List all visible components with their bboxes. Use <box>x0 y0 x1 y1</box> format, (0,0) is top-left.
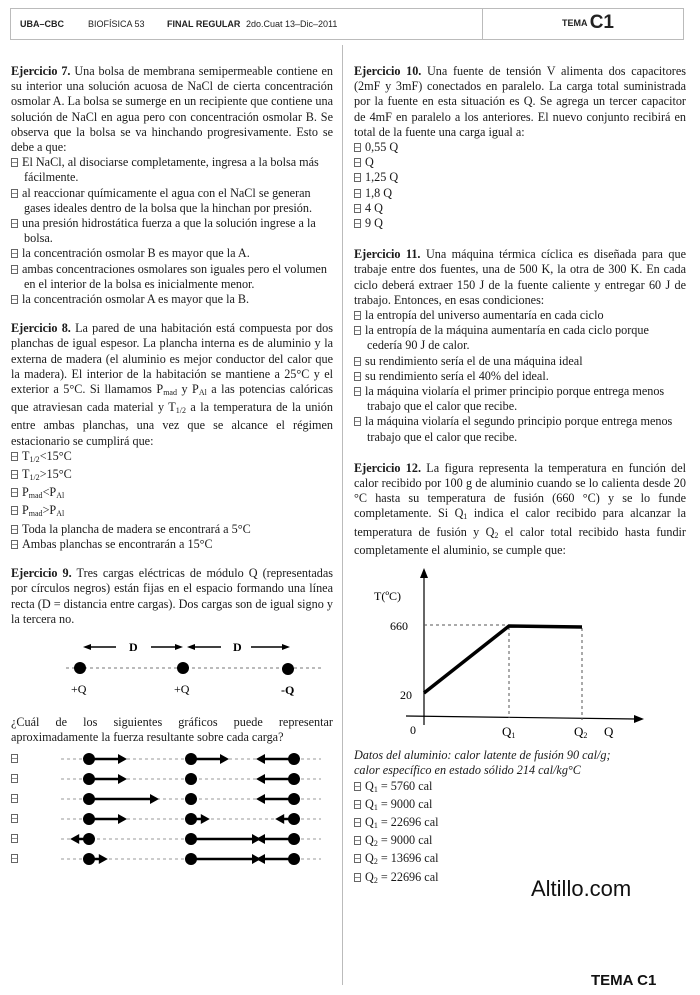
checkbox-icon[interactable] <box>11 834 18 843</box>
checkbox-icon[interactable] <box>354 417 361 426</box>
exam-header <box>10 8 684 40</box>
exercise-7-options <box>11 155 333 307</box>
checkbox-icon[interactable] <box>354 854 361 863</box>
ex8-text-4: a la temperatura de la unión entre ambas planchas, una vez que se alcance el régimen estacionario se cumplirá que: <box>11 400 333 448</box>
exercise-11-statement <box>354 247 686 308</box>
checkbox-icon[interactable] <box>11 774 18 783</box>
exercise-12-statement <box>354 461 686 558</box>
checkbox-icon[interactable] <box>11 506 18 515</box>
option-1[interactable] <box>11 449 333 467</box>
option-text: 1,25 Q <box>365 170 399 185</box>
arrowhead-icon <box>220 754 229 764</box>
subject: BIOFÍSICA 53 <box>88 19 145 29</box>
option-2[interactable] <box>354 155 686 170</box>
ex8-text-2: y P <box>176 382 199 397</box>
exercise-10-statement <box>354 64 686 140</box>
option-4[interactable] <box>354 369 686 384</box>
right-column <box>354 64 686 902</box>
option-text: la máquina violaría el primer principio porque entrega menos trabajo que el calor que recibe. <box>365 384 665 414</box>
exercise-10-text: Una fuente de tensión V alimenta dos capacitores (2mF y 3mF) conectados en paralelo. La carga total suministrada por la fuente en esta situación es Q. Se agrega un tercer capacitor de 4mF en paralelo a los anteriores. El nuevo conjunto recibirá en total de la fuente una carga igual a: <box>354 64 686 139</box>
charge-1-label: +Q <box>71 681 87 696</box>
charge-3 <box>288 773 300 785</box>
checkbox-icon[interactable] <box>354 836 361 845</box>
force-option-6[interactable] <box>11 849 333 869</box>
option-text: P <box>22 503 29 518</box>
left-column <box>11 64 333 895</box>
checkbox-icon[interactable] <box>354 326 361 335</box>
exercise-9-statement <box>11 566 333 627</box>
charge-1 <box>83 853 95 865</box>
option-text: 9 Q <box>365 216 383 231</box>
ex12-text-1: La figura representa la temperatura en función del calor recibido por 100 g de aluminio cuando se lo calienta desde 20 °C hasta su temperatura de fusión (660 °C) y se lo funde completamente. Si Q <box>354 460 686 521</box>
charge-2 <box>185 853 197 865</box>
option-4[interactable] <box>11 246 333 261</box>
exercise-10 <box>354 64 686 231</box>
ex8-sub-half: 1/2 <box>175 406 186 416</box>
exam-date: 2do.Cuat 13–Dic–2011 <box>246 19 338 29</box>
checkbox-icon[interactable] <box>354 800 361 809</box>
charge-3 <box>288 853 300 865</box>
subscript: 1 <box>373 820 378 830</box>
arrowhead-icon <box>99 854 108 864</box>
option-text: = 5760 cal <box>377 778 433 793</box>
ex12-sub-1: 1 <box>463 512 468 522</box>
option-1[interactable] <box>354 308 686 323</box>
subscript: 1/2 <box>29 473 40 483</box>
option-text: la entropía de la máquina aumentaría en cada ciclo porque cedería 90 J de calor. <box>365 323 649 353</box>
checkbox-icon[interactable] <box>354 204 361 213</box>
exercise-12-title: Ejercicio 12. <box>354 460 421 475</box>
subscript: Al <box>56 509 65 519</box>
force-diagram <box>31 809 331 829</box>
column-divider <box>342 45 343 985</box>
charge-1 <box>83 773 95 785</box>
subscript: mad <box>28 509 43 519</box>
option-text: Q <box>365 796 374 811</box>
checkbox-icon[interactable] <box>354 173 361 182</box>
charge-3 <box>288 793 300 805</box>
exercise-12 <box>354 461 686 888</box>
exercise-8-title: Ejercicio 8. <box>11 321 71 336</box>
ytick-20: 20 <box>400 688 412 703</box>
ytick-660: 660 <box>390 619 408 634</box>
ex12-sub-2: 2 <box>494 530 499 540</box>
charges-diagram <box>11 633 333 705</box>
charge-2 <box>185 753 197 765</box>
exercise-12-options <box>354 779 686 888</box>
temperature-curve <box>424 626 582 693</box>
option-text: ambas concentraciones osmolares son iguales pero el volumen en el interior de la bolsa es inicialmente menor. <box>22 261 327 291</box>
checkbox-icon[interactable] <box>11 189 18 198</box>
ex8-text-3: a las potencias calóricas que atraviesan cada material y T <box>11 382 334 415</box>
charge-3 <box>282 663 294 675</box>
option-6[interactable] <box>354 870 686 888</box>
checkbox-icon[interactable] <box>354 873 361 882</box>
option-text: Toda la plancha de madera se encontrará a 5°C <box>22 521 251 536</box>
option-text: T <box>22 467 30 482</box>
exercise-7-statement <box>11 64 333 155</box>
charge-2 <box>185 833 197 845</box>
force-option-1[interactable] <box>11 749 333 769</box>
charge-2 <box>185 813 197 825</box>
option-6[interactable] <box>11 292 333 307</box>
option-3[interactable] <box>11 216 333 246</box>
option-text: la entropía del universo aumentaría en cada ciclo <box>365 308 604 323</box>
option-text: <15°C <box>39 448 72 463</box>
arrowhead-icon <box>275 814 284 824</box>
option-5[interactable] <box>354 851 686 869</box>
charge-1 <box>83 753 95 765</box>
option-2[interactable] <box>11 467 333 485</box>
tema-label <box>562 12 614 34</box>
exercise-11-title: Ejercicio 11. <box>354 247 421 262</box>
checkbox-icon[interactable] <box>11 452 18 461</box>
aluminum-data-2: calor específico en estado sólido 214 cal/kg°C <box>354 763 581 778</box>
option-text: Q <box>365 869 374 884</box>
exercise-8 <box>11 321 333 552</box>
arrowhead-icon <box>150 794 159 804</box>
checkbox-icon[interactable] <box>11 265 18 274</box>
x-axis <box>406 716 636 719</box>
force-option-4[interactable] <box>11 809 333 829</box>
option-text: El NaCl, al disociarse completamente, ingresa a la bolsa más fácilmente. <box>22 155 319 185</box>
option-text: P <box>22 485 29 500</box>
force-option-3[interactable] <box>11 789 333 809</box>
option-text: Q <box>365 851 374 866</box>
exercise-11-text: Una máquina térmica cíclica es diseñada para que trabaje entre dos fuentes, una de 500 K, la otra de 300 K. En cada ciclo deberá extraer 150 J de la fuente caliente y entregar 60 J de trabajo. Entonces, en esas condiciones: <box>354 247 687 307</box>
option-text: 1,8 Q <box>365 185 393 200</box>
charge-2 <box>185 793 197 805</box>
arrowhead-icon <box>118 814 127 824</box>
option-text: = 9000 cal <box>377 796 433 811</box>
y-axis-arrow-icon <box>420 568 428 578</box>
x-axis-arrow-icon <box>634 715 644 723</box>
force-diagram <box>31 769 331 789</box>
option-text: = 13696 cal <box>377 851 439 866</box>
tema-code: C1 <box>589 12 614 33</box>
option-text: >15°C <box>39 467 72 482</box>
ex12-text-2: indica el calor recibido para alcanzar la temperatura de fusión y Q <box>354 506 686 539</box>
arrowhead-icon <box>118 774 127 784</box>
checkbox-icon[interactable] <box>11 540 18 549</box>
exercise-9-question: ¿Cuál de los siguientes gráficos puede representar aproximadamente la fuerza resultante sobre cada carga? <box>11 714 333 745</box>
subscript: 2 <box>373 857 378 867</box>
checkbox-icon[interactable] <box>354 189 361 198</box>
subscript: 2 <box>373 839 378 849</box>
option-text: una presión hidrostática fuerza a que la solución ingrese a la bolsa. <box>22 216 316 246</box>
option-text: al reaccionar químicamente el agua con el NaCl se generan gases ideales dentro de la bolsa que la hinchan por presión. <box>22 185 313 215</box>
subscript: 1/2 <box>29 454 40 464</box>
arrowhead-icon <box>256 854 265 864</box>
checkbox-icon[interactable] <box>354 219 361 228</box>
option-5[interactable] <box>11 522 333 537</box>
exercise-7-title: Ejercicio 7. <box>11 64 71 78</box>
option-2[interactable] <box>354 323 686 353</box>
force-option-2[interactable] <box>11 769 333 789</box>
charge-3 <box>288 813 300 825</box>
checkbox-icon[interactable] <box>11 814 18 823</box>
xtick-q2: Q2 <box>574 724 588 741</box>
checkbox-icon[interactable] <box>11 754 18 763</box>
option-6[interactable] <box>354 414 686 444</box>
ex8-sub-mad: mad <box>163 388 177 398</box>
checkbox-icon[interactable] <box>11 488 18 497</box>
option-3[interactable] <box>354 170 686 185</box>
exercise-9-title: Ejercicio 9. <box>11 566 72 581</box>
option-5[interactable] <box>11 262 333 292</box>
option-text: 4 Q <box>365 200 383 215</box>
distance-label-1: D <box>129 639 138 654</box>
option-text: = 9000 cal <box>377 833 433 848</box>
exercise-7 <box>11 64 333 307</box>
exercise-10-options <box>354 140 686 231</box>
checkbox-icon[interactable] <box>11 295 18 304</box>
exercise-8-options <box>11 449 333 552</box>
option-2[interactable] <box>354 797 686 815</box>
checkbox-icon[interactable] <box>354 387 361 396</box>
y-axis-label: T(ºC) <box>374 589 402 604</box>
force-option-5[interactable] <box>11 829 333 849</box>
option-text: T <box>22 448 30 463</box>
option-text: <P <box>42 485 57 500</box>
arrowhead-icon <box>118 754 127 764</box>
x-axis-label: Q <box>604 724 614 740</box>
option-text: Ambas planchas se encontrarán a 15°C <box>22 536 213 551</box>
checkbox-icon[interactable] <box>11 219 18 228</box>
arrowhead-icon <box>256 794 265 804</box>
option-4[interactable] <box>354 833 686 851</box>
option-4[interactable] <box>354 186 686 201</box>
subscript: 1 <box>373 784 378 794</box>
force-diagram <box>31 749 331 769</box>
charge-1 <box>83 833 95 845</box>
ex8-sub-al: Al <box>198 388 207 398</box>
charge-2 <box>177 662 189 674</box>
header-divider <box>482 9 483 39</box>
watermark: Altillo.com <box>531 876 632 901</box>
option-text: Q <box>365 155 374 170</box>
option-text: la concentración osmolar B es mayor que la A. <box>22 246 250 261</box>
option-5[interactable] <box>354 384 686 414</box>
exam-type: FINAL REGULAR <box>167 19 241 29</box>
exercise-7-text: Una bolsa de membrana semipermeable contiene en su interior una solución acuosa de NaCl de cierta concentración osmolar A. La bolsa se sumerge en un recipiente que contiene una solución de NaCl en agua pero con concentración osmolar B. Se observa que la bolsa se va hinchando progresivamente. Esto se debe a que: <box>11 64 333 155</box>
temperature-graph <box>354 560 686 740</box>
option-4[interactable] <box>11 503 333 521</box>
checkbox-icon[interactable] <box>11 470 18 479</box>
charge-3-label: -Q <box>281 682 295 697</box>
checkbox-icon[interactable] <box>354 158 361 167</box>
force-diagram <box>31 849 331 869</box>
exercise-9-text: Tres cargas eléctricas de módulo Q (representadas por círculos negros) están fijas en el espacio formando una línea recta (D = distancia entre cargas). Dos cargas son de igual signo y la tercera no. <box>11 566 334 626</box>
exercise-11 <box>354 247 686 445</box>
subscript: Al <box>56 491 65 501</box>
option-text: la máquina violaría el segundo principio porque entrega menos trabajo que el calor que recibe. <box>365 414 673 444</box>
option-text: 0,55 Q <box>365 140 399 155</box>
charge-2-label: +Q <box>174 681 190 696</box>
aluminum-data-1: Datos del aluminio: calor latente de fusión 90 cal/g; <box>354 748 611 763</box>
arrowhead-icon <box>201 814 210 824</box>
checkbox-icon[interactable] <box>354 782 361 791</box>
arrowhead-icon <box>256 754 265 764</box>
option-3[interactable] <box>354 815 686 833</box>
checkbox-icon[interactable] <box>11 525 18 534</box>
checkbox-icon[interactable] <box>354 311 361 320</box>
charge-1 <box>83 793 95 805</box>
institution: UBA–CBC <box>20 19 65 29</box>
option-5[interactable] <box>354 201 686 216</box>
checkbox-icon[interactable] <box>11 854 18 863</box>
option-text: Q <box>365 833 374 848</box>
exercise-9 <box>11 566 333 895</box>
option-text: su rendimiento sería el de una máquina ideal <box>365 353 583 368</box>
option-text: su rendimiento sería el 40% del ideal. <box>365 368 549 383</box>
option-3[interactable] <box>354 354 686 369</box>
option-text: = 22696 cal <box>377 869 439 884</box>
charge-3 <box>288 833 300 845</box>
checkbox-icon[interactable] <box>354 143 361 152</box>
charge-1 <box>74 662 86 674</box>
charge-1 <box>83 813 95 825</box>
ex12-text-3: el calor total recibido hasta fundir completamente el aluminio, se cumple que: <box>354 524 686 557</box>
option-6[interactable] <box>11 537 333 552</box>
option-1[interactable] <box>11 155 333 185</box>
charge-3 <box>288 753 300 765</box>
ex8-text-1: La pared de una habitación está compuesta por dos planchas de igual espesor. La plancha interna es de aluminio y la externa de madera (el aluminio es mejor conductor del calor que la madera). El interior de la habitación se mantiene a 25°C y el exterior a 5°C. Si llamamos P <box>11 321 333 397</box>
subscript: 1 <box>373 802 378 812</box>
subscript: 2 <box>373 875 378 885</box>
exercise-8-statement <box>11 321 333 449</box>
origin-label: 0 <box>410 723 416 738</box>
arrowhead-icon <box>256 774 265 784</box>
distance-label-2: D <box>233 639 242 654</box>
option-3[interactable] <box>11 485 333 503</box>
force-diagram <box>31 829 331 849</box>
option-text: Q <box>365 778 374 793</box>
xtick-q1: Q1 <box>502 724 516 741</box>
exercise-10-title: Ejercicio 10. <box>354 64 422 78</box>
tema-word: TEMA <box>562 18 588 28</box>
option-2[interactable] <box>11 186 333 216</box>
checkbox-icon[interactable] <box>354 372 361 381</box>
checkbox-icon[interactable] <box>11 158 18 167</box>
checkbox-icon[interactable] <box>11 249 18 258</box>
arrowhead-icon <box>70 834 79 844</box>
option-1[interactable] <box>354 140 686 155</box>
checkbox-icon[interactable] <box>11 794 18 803</box>
option-text: = 22696 cal <box>377 814 439 829</box>
option-1[interactable] <box>354 779 686 797</box>
arrowhead-icon <box>256 834 265 844</box>
charge-2 <box>185 773 197 785</box>
force-diagram <box>31 789 331 809</box>
subscript: mad <box>28 491 43 501</box>
option-6[interactable] <box>354 216 686 231</box>
footer-tema: TEMA C1 <box>591 972 657 989</box>
option-text: >P <box>42 503 57 518</box>
checkbox-icon[interactable] <box>354 818 361 827</box>
exercise-11-options <box>354 308 686 445</box>
checkbox-icon[interactable] <box>354 357 361 366</box>
force-options <box>11 745 333 895</box>
option-text: Q <box>365 814 374 829</box>
option-text: la concentración osmolar A es mayor que la B. <box>22 292 250 307</box>
